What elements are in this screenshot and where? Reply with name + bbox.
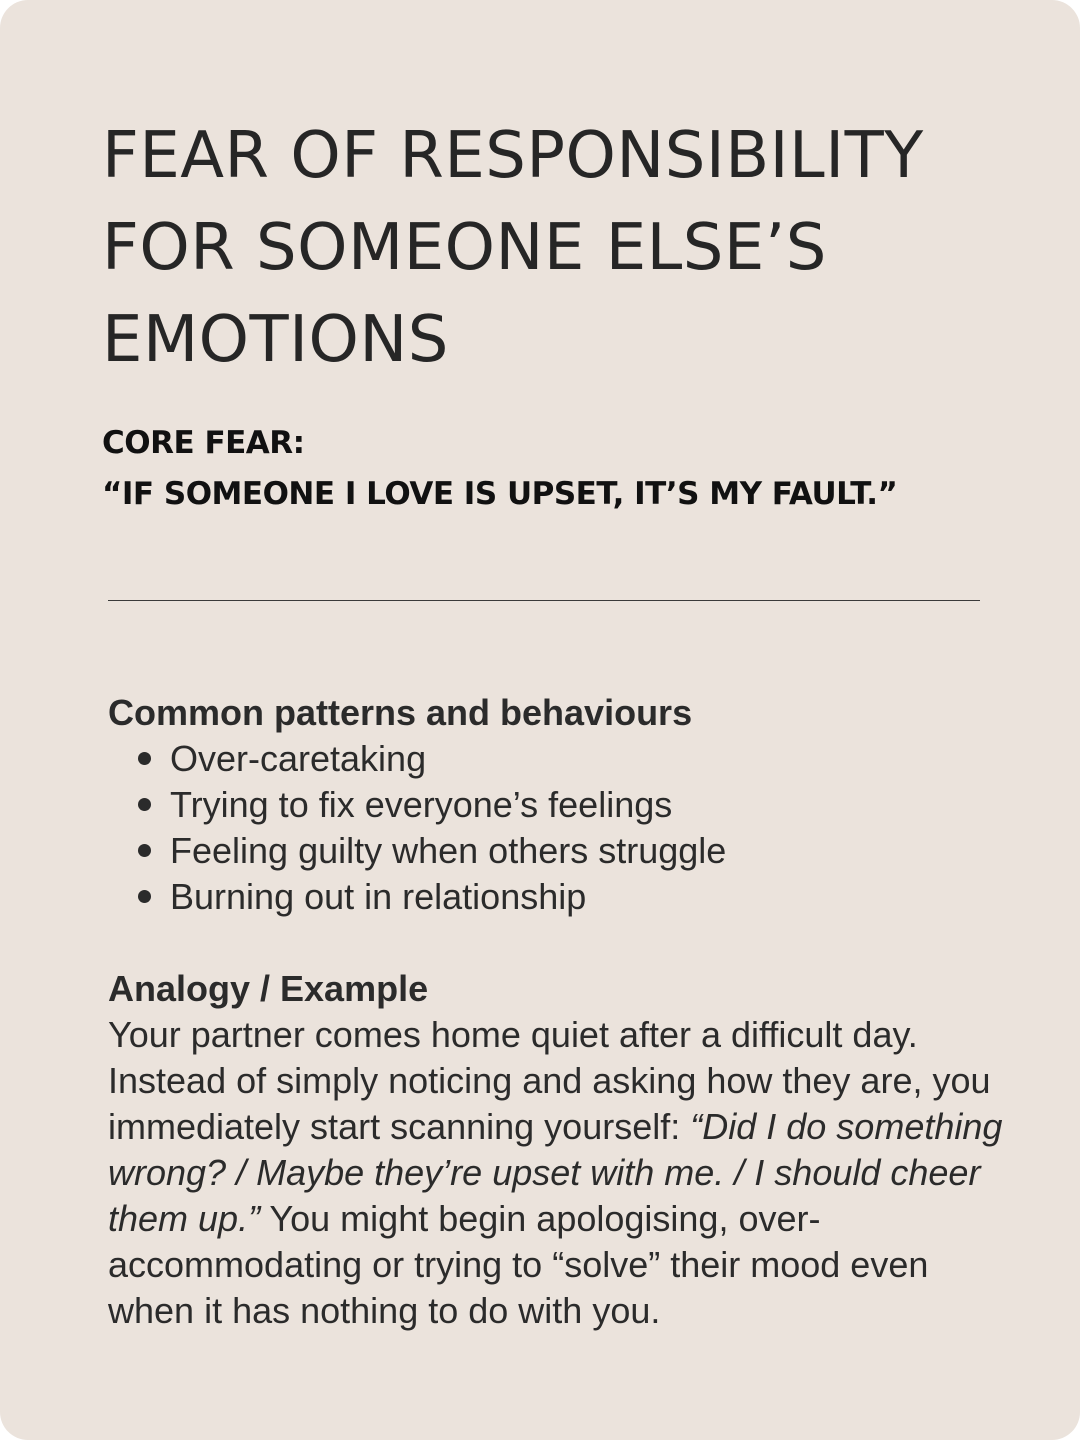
bullet-icon [138, 890, 151, 903]
patterns-heading: Common patterns and behaviours [108, 692, 693, 733]
list-item [108, 874, 1038, 920]
page-title [102, 110, 1042, 386]
title-line: EMOTIONS [102, 303, 449, 377]
analogy-italic-quote: “Did I do something wrong? / Maybe they’re upset with me. / I should cheer them up.” [108, 1106, 1003, 1239]
list-item [108, 736, 1038, 782]
patterns-list [108, 736, 1038, 920]
list-item [108, 782, 1038, 828]
divider [108, 600, 980, 601]
core-fear-quote: “IF SOMEONE I LOVE IS UPSET, IT’S MY FAULT.” [102, 476, 898, 512]
core-fear-block [102, 418, 1042, 520]
analogy-text-after: You might begin apologising, over-accommodating or trying to “solve” their mood even when it has nothing to do with you. [108, 1198, 929, 1331]
bullet-icon [138, 844, 151, 857]
list-item-text: Burning out in relationship [170, 876, 587, 917]
bullet-icon [138, 798, 151, 811]
title-line: FEAR OF RESPONSIBILITY [102, 119, 924, 193]
list-item-text: Trying to fix everyone’s feelings [170, 784, 673, 825]
list-item-text: Over-caretaking [170, 738, 427, 779]
title-line: FOR SOMEONE ELSE’S [102, 211, 827, 285]
analogy-paragraph [108, 1012, 1008, 1334]
analogy-heading: Analogy / Example [108, 968, 429, 1009]
list-item [108, 828, 1038, 874]
analogy-section [108, 966, 1008, 1334]
list-item-text: Feeling guilty when others struggle [170, 830, 727, 871]
core-fear-label: CORE FEAR: [102, 425, 305, 461]
bullet-icon [138, 752, 151, 765]
patterns-section [108, 690, 1038, 920]
analogy-text-before: Your partner comes home quiet after a difficult day. Instead of simply noticing and asking how they are, you immediately start scanning yourself: [108, 1014, 991, 1147]
